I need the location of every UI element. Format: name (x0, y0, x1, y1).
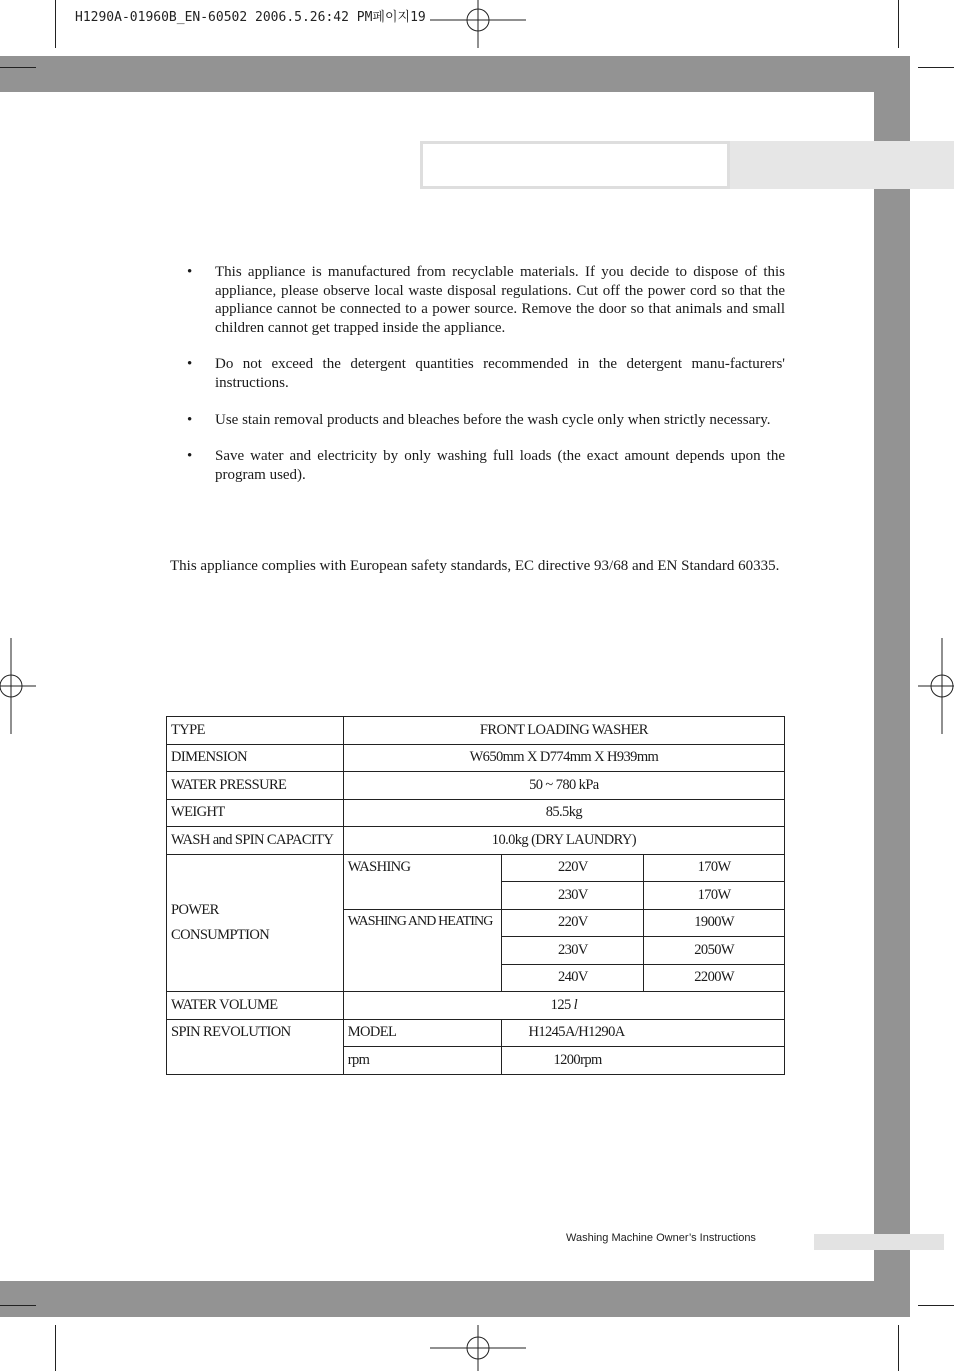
power-label-line2: CONSUMPTION (171, 926, 270, 943)
right-gray-band (874, 56, 910, 1317)
registration-mark-left (0, 638, 36, 734)
registration-mark-top (430, 0, 526, 48)
spec-label-water-volume: WATER VOLUME (167, 992, 344, 1020)
power-mode-heating: WASHING AND HEATING (343, 909, 502, 992)
list-item: • Do not exceed the detergent quantities recommended in the detergent manu-facturers' instructions. (170, 355, 785, 392)
list-item: • This appliance is manufactured from recyclable materials. If you decide to dispose of this appliance, please observe local waste disposal regulations. Cut off the power cord so that the appliance cannot be connected to a power source. Remove the door so that animals and small children cannot get trapped inside the appliance. (170, 263, 785, 337)
power-watts: 1900W (644, 909, 785, 937)
power-voltage: 240V (502, 964, 644, 992)
spec-label-capacity: WASH and SPIN CAPACITY (167, 827, 344, 855)
power-label-line1: POWER (171, 901, 219, 918)
spec-value-water-pressure: 50 ~ 780 kPa (343, 772, 784, 800)
spec-label-water-pressure: WATER PRESSURE (167, 772, 344, 800)
bottom-gray-band (0, 1281, 910, 1317)
section-header-box (420, 141, 730, 189)
spec-label-spin: SPIN REVOLUTION (167, 1019, 344, 1074)
power-voltage: 230V (502, 882, 644, 910)
table-row (167, 854, 785, 882)
spin-model-label: MODEL (343, 1019, 502, 1047)
power-mode-washing: WASHING (343, 854, 502, 909)
spec-label-type: TYPE (167, 717, 344, 745)
power-watts: 170W (644, 882, 785, 910)
spec-label-power (167, 854, 344, 992)
water-volume-unit: l (573, 996, 578, 1013)
table-row (167, 772, 785, 800)
spin-rpm-label: rpm (343, 1047, 502, 1075)
power-voltage: 220V (502, 909, 644, 937)
list-item: • Use stain removal products and bleaches before the wash cycle only when strictly necessary. (170, 411, 785, 430)
power-voltage: 220V (502, 854, 644, 882)
table-row (167, 799, 785, 827)
spin-model-value: H1245A/H1290A (502, 1019, 785, 1047)
spec-value-dimension: W650mm X D774mm X H939mm (343, 744, 784, 772)
disposal-tips-list (170, 263, 785, 502)
table-row (167, 1019, 785, 1047)
spec-label-dimension: DIMENSION (167, 744, 344, 772)
spec-label-weight: WEIGHT (167, 799, 344, 827)
specification-table (166, 716, 785, 1075)
compliance-statement: This appliance complies with European safety standards, EC directive 93/68 and EN Standard 60335. (170, 558, 780, 574)
spec-value-type: FRONT LOADING WASHER (343, 717, 784, 745)
table-row (167, 717, 785, 745)
table-row (167, 992, 785, 1020)
spec-value-weight: 85.5kg (343, 799, 784, 827)
top-gray-band (0, 56, 910, 92)
power-voltage: 230V (502, 937, 644, 965)
power-watts: 2050W (644, 937, 785, 965)
spin-rpm-value: 1200rpm (502, 1047, 785, 1075)
power-watts: 2200W (644, 964, 785, 992)
print-slug: H1290A-01960B_EN-60502 2006.5.26:42 PM페이지19 (75, 10, 426, 25)
list-item: • Save water and electricity by only washing full loads (the exact amount depends upon the program used). (170, 447, 785, 484)
registration-mark-bottom (430, 1325, 526, 1371)
table-row (167, 744, 785, 772)
footer-tab (814, 1234, 944, 1250)
registration-mark-right (918, 638, 954, 734)
spec-value-capacity: 10.0kg (DRY LAUNDRY) (343, 827, 784, 855)
footer-title: Washing Machine Owner’s Instructions (566, 1232, 756, 1244)
power-watts: 170W (644, 854, 785, 882)
spec-value-water-volume (343, 992, 784, 1020)
water-volume-number: 125 (550, 996, 574, 1013)
table-row (167, 827, 785, 855)
section-header-tab (730, 141, 954, 189)
